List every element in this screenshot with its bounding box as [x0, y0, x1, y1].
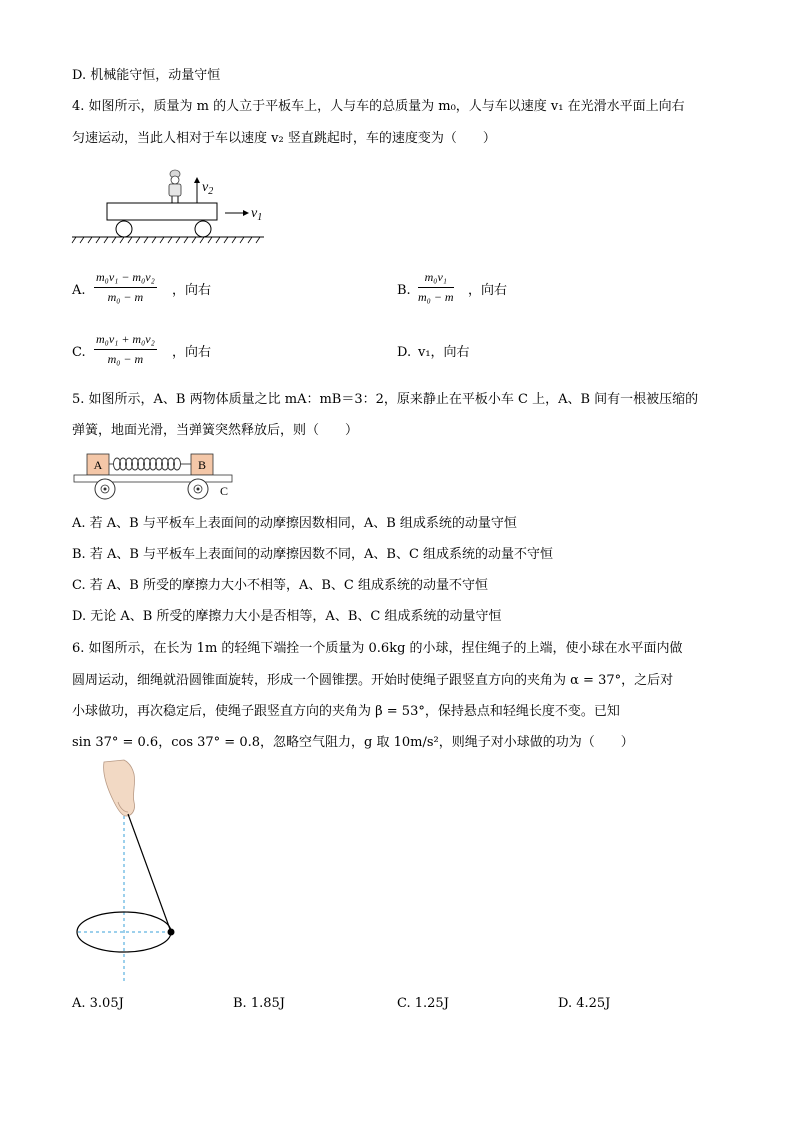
- q5-stem-line-2: 弹簧，地面光滑，当弹簧突然释放后，则（ ）: [72, 423, 359, 438]
- q4-stem-line-1: 4. 如图所示，质量为 m 的人立于平板车上，人与车的总质量为 m₀，人与车以速度 v₁ 在光滑水平面上向右: [72, 99, 685, 114]
- q6-option-a: A. 3.05J: [72, 996, 124, 1011]
- v1-label: $v_1$: [251, 206, 263, 223]
- q4-option-b-direction: ，向右: [468, 283, 508, 298]
- q4-option-c-direction: ，向右: [172, 345, 212, 360]
- q4-option-b-label: B.: [397, 283, 411, 298]
- q5-option-a: A. 若 A、B 与平板车上表面间的动摩擦因数相同，A、B 组成系统的动量守恒: [72, 516, 517, 531]
- q6-option-d: D. 4.25J: [558, 996, 611, 1011]
- q4-option-a-direction: ，向右: [172, 283, 212, 298]
- svg-text:A: A: [93, 458, 103, 472]
- q5-figure-blocks-spring: [72, 450, 242, 502]
- v2-label: $v_2$: [202, 180, 214, 197]
- q3-option-d: D. 机械能守恒，动量守恒: [72, 68, 221, 83]
- q6-stem-line-3: 小球做功，再次稳定后，使绳子跟竖直方向的夹角为 β = 53°，保持悬点和轻绳长度不变。已知: [72, 704, 620, 719]
- svg-text:C: C: [220, 484, 229, 498]
- q5-option-c: C. 若 A、B 所受的摩擦力大小不相等，A、B、C 组成系统的动量不守恒: [72, 578, 488, 593]
- q4-option-c-fraction: $\frac{\text{m₀v₁ + m₀v₂}}{\text{m₀ − m}}$: [96, 332, 155, 366]
- q4-option-c-label: C.: [72, 345, 86, 360]
- q6-stem-line-1: 6. 如图所示，在长为 1m 的轻绳下端拴一个质量为 0.6kg 的小球，捏住绳子的上端，使小球在水平面内做: [72, 641, 683, 656]
- q4-option-d-label: D.: [397, 345, 412, 360]
- q6-option-c: C. 1.25J: [397, 996, 449, 1011]
- hand-icon: [104, 760, 135, 816]
- spring-icon: [109, 458, 191, 470]
- svg-text:B: B: [197, 458, 207, 472]
- q4-figure-cart: [72, 165, 272, 250]
- q4-option-a-fraction: $\frac{\text{m₀v₁ − m₀v₂}}{\text{m₀ − m}}$: [96, 270, 155, 304]
- q6-stem-line-4: sin 37° = 0.6，cos 37° = 0.8，忽略空气阻力，g 取 10m/s²，则绳子对小球做的功为（ ）: [72, 735, 634, 750]
- q4-stem-line-2: 匀速运动，当此人相对于车以速度 v₂ 竖直跳起时，车的速度变为（ ）: [72, 131, 496, 146]
- q4-option-a-label: A.: [72, 283, 86, 298]
- q4-option-b-fraction: $\frac{\text{m₀v₁}}{\text{m₀ − m}}$: [418, 270, 454, 304]
- q5-option-d: D. 无论 A、B 所受的摩擦力大小是否相等，A、B、C 组成系统的动量守恒: [72, 609, 502, 624]
- q6-figure-conical-pendulum: [72, 760, 192, 990]
- q5-stem-line-1: 5. 如图所示，A、B 两物体质量之比 mA：mB＝3：2，原来静止在平板小车 C 上，A、B 间有一根被压缩的: [72, 392, 699, 407]
- q6-stem-line-2: 圆周运动，细绳就沿圆锥面旋转，形成一个圆锥摆。开始时使绳子跟竖直方向的夹角为 α = 37°，之后对: [72, 673, 674, 688]
- q4-option-d-text: v₁，向右: [418, 345, 470, 360]
- q5-option-b: B. 若 A、B 与平板车上表面间的动摩擦因数不同，A、B、C 组成系统的动量不守恒: [72, 547, 554, 562]
- person-icon: [169, 170, 181, 203]
- q6-option-b: B. 1.85J: [233, 996, 285, 1011]
